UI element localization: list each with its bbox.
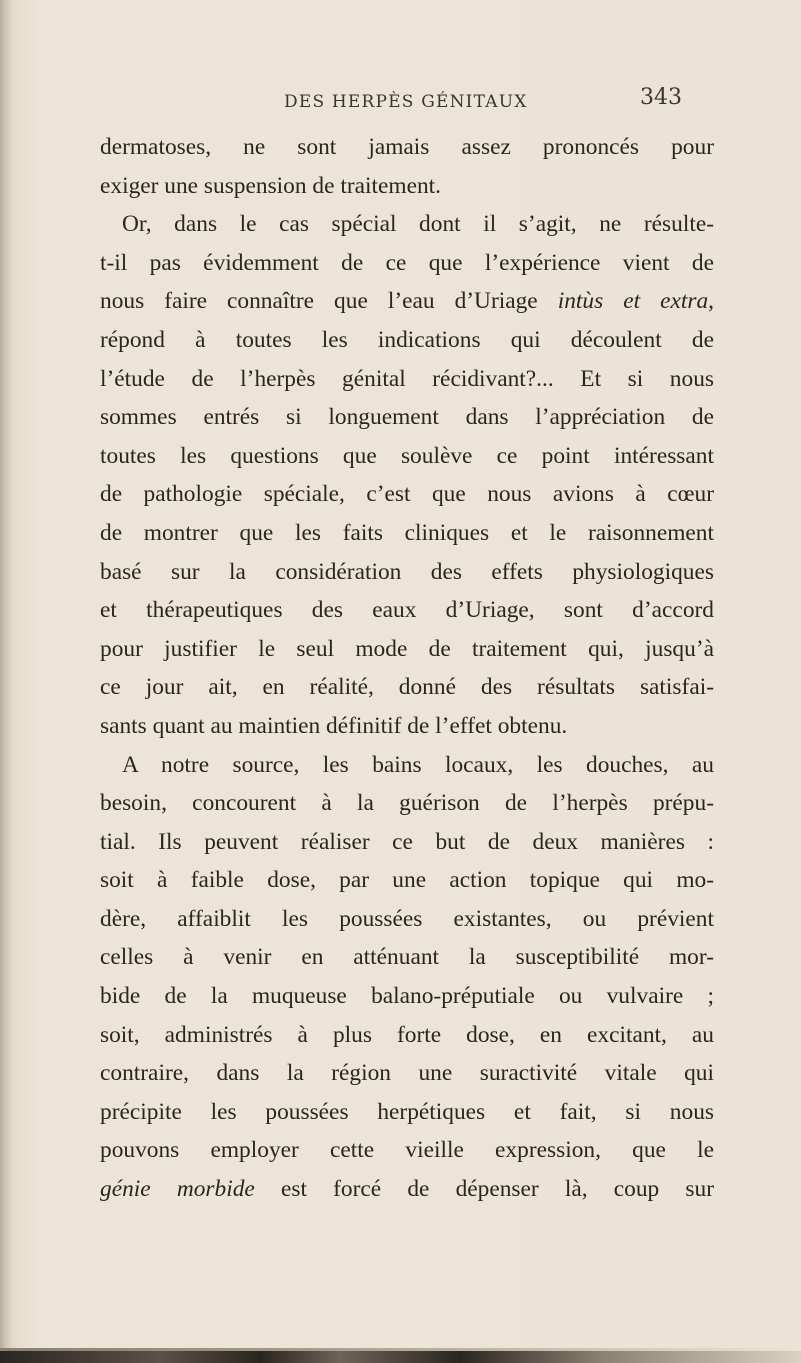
text-line bbox=[100, 360, 714, 399]
scan-bottom-bar bbox=[0, 1351, 801, 1363]
text-line bbox=[100, 167, 714, 206]
text-line bbox=[100, 977, 714, 1016]
text-line-content: et thérapeutiques des eaux d’Uriage, sont d’accord bbox=[100, 597, 714, 624]
text-line bbox=[100, 514, 714, 553]
text-line-content: exiger une suspension de traitement. bbox=[100, 172, 442, 199]
text-line-content: besoin, concourent à la guérison de l’herpès prépu- bbox=[100, 790, 714, 817]
text-line-content: bide de la muqueuse balano-préputiale ou vulvaire ; bbox=[100, 983, 714, 1010]
text-line bbox=[100, 1131, 714, 1170]
text-line-content: est forcé de dépenser là, coup sur bbox=[254, 1176, 714, 1203]
text-line-content: toutes les questions que soulève ce point intéressant bbox=[100, 442, 714, 469]
text-line bbox=[100, 398, 714, 437]
text-line bbox=[100, 437, 714, 476]
text-line-content: précipite les poussées herpétiques et fait, si nous bbox=[100, 1098, 714, 1125]
text-line bbox=[100, 1170, 714, 1209]
text-line bbox=[100, 553, 714, 592]
text-line bbox=[100, 784, 714, 823]
text-line-content: t-il pas évidemment de ce que l’expérience vient de bbox=[100, 249, 714, 276]
text-line bbox=[100, 1016, 714, 1055]
text-line-content: dère, affaiblit les poussées existantes, ou prévient bbox=[100, 905, 714, 932]
text-line bbox=[100, 321, 714, 360]
text-line bbox=[100, 900, 714, 939]
body-text bbox=[100, 128, 714, 1209]
text-line bbox=[100, 746, 714, 785]
text-line-content: , bbox=[708, 288, 714, 315]
running-title: DES HERPÈS GÉNITAUX bbox=[284, 92, 528, 112]
text-line bbox=[100, 591, 714, 630]
text-line bbox=[100, 282, 714, 321]
text-line bbox=[100, 475, 714, 514]
text-line bbox=[100, 668, 714, 707]
text-line-content: basé sur la considération des effets physiologiques bbox=[100, 558, 714, 585]
text-line-content: celles à venir en atténuant la susceptibilité mor- bbox=[100, 944, 714, 971]
text-line bbox=[100, 823, 714, 862]
text-line-content: nous faire connaître que l’eau d’Uriage bbox=[100, 288, 558, 315]
text-line bbox=[100, 707, 714, 746]
text-line bbox=[100, 205, 714, 244]
text-line-content: répond à toutes les indications qui découlent de bbox=[100, 326, 714, 353]
page-gutter-shadow bbox=[0, 0, 12, 1363]
running-head bbox=[0, 85, 801, 122]
italic-phrase: génie morbide bbox=[100, 1176, 255, 1203]
text-line-content: soit, administrés à plus forte dose, en excitant, au bbox=[100, 1021, 714, 1048]
text-line bbox=[100, 1093, 714, 1132]
text-line-content: A notre source, les bains locaux, les douches, au bbox=[122, 751, 714, 778]
text-line-content: de pathologie spéciale, c’est que nous avions à cœur bbox=[100, 481, 714, 508]
text-line-content: dermatoses, ne sont jamais assez prononcés pour bbox=[100, 134, 714, 160]
text-line-content: de montrer que les faits cliniques et le raisonnement bbox=[100, 519, 714, 546]
text-line-content: sants quant au maintien définitif de l’effet obtenu. bbox=[100, 712, 568, 739]
text-line-content: soit à faible dose, par une action topique qui mo- bbox=[100, 867, 714, 894]
text-line-content: Or, dans le cas spécial dont il s’agit, ne résulte- bbox=[122, 211, 714, 238]
text-line bbox=[100, 128, 714, 167]
page-number: 343 bbox=[640, 85, 682, 110]
text-line bbox=[100, 861, 714, 900]
text-line-content: sommes entrés si longuement dans l’appréciation de bbox=[100, 404, 714, 431]
text-line bbox=[100, 1054, 714, 1093]
text-line bbox=[100, 938, 714, 977]
text-line bbox=[100, 244, 714, 283]
text-line-content: ce jour ait, en réalité, donné des résultats satisfai- bbox=[100, 674, 714, 701]
text-line-content: pouvons employer cette vieille expression, que le bbox=[100, 1137, 714, 1164]
italic-phrase: intùs et extra bbox=[557, 288, 709, 315]
text-line-content: tial. Ils peuvent réaliser ce but de deux manières : bbox=[100, 828, 714, 855]
text-line-content: pour justifier le seul mode de traitement qui, jusqu’à bbox=[100, 635, 714, 662]
text-line bbox=[100, 630, 714, 669]
text-line-content: contraire, dans la région une suractivité vitale qui bbox=[100, 1060, 714, 1087]
text-line-content: l’étude de l’herpès génital récidivant?... Et si nous bbox=[100, 365, 714, 392]
